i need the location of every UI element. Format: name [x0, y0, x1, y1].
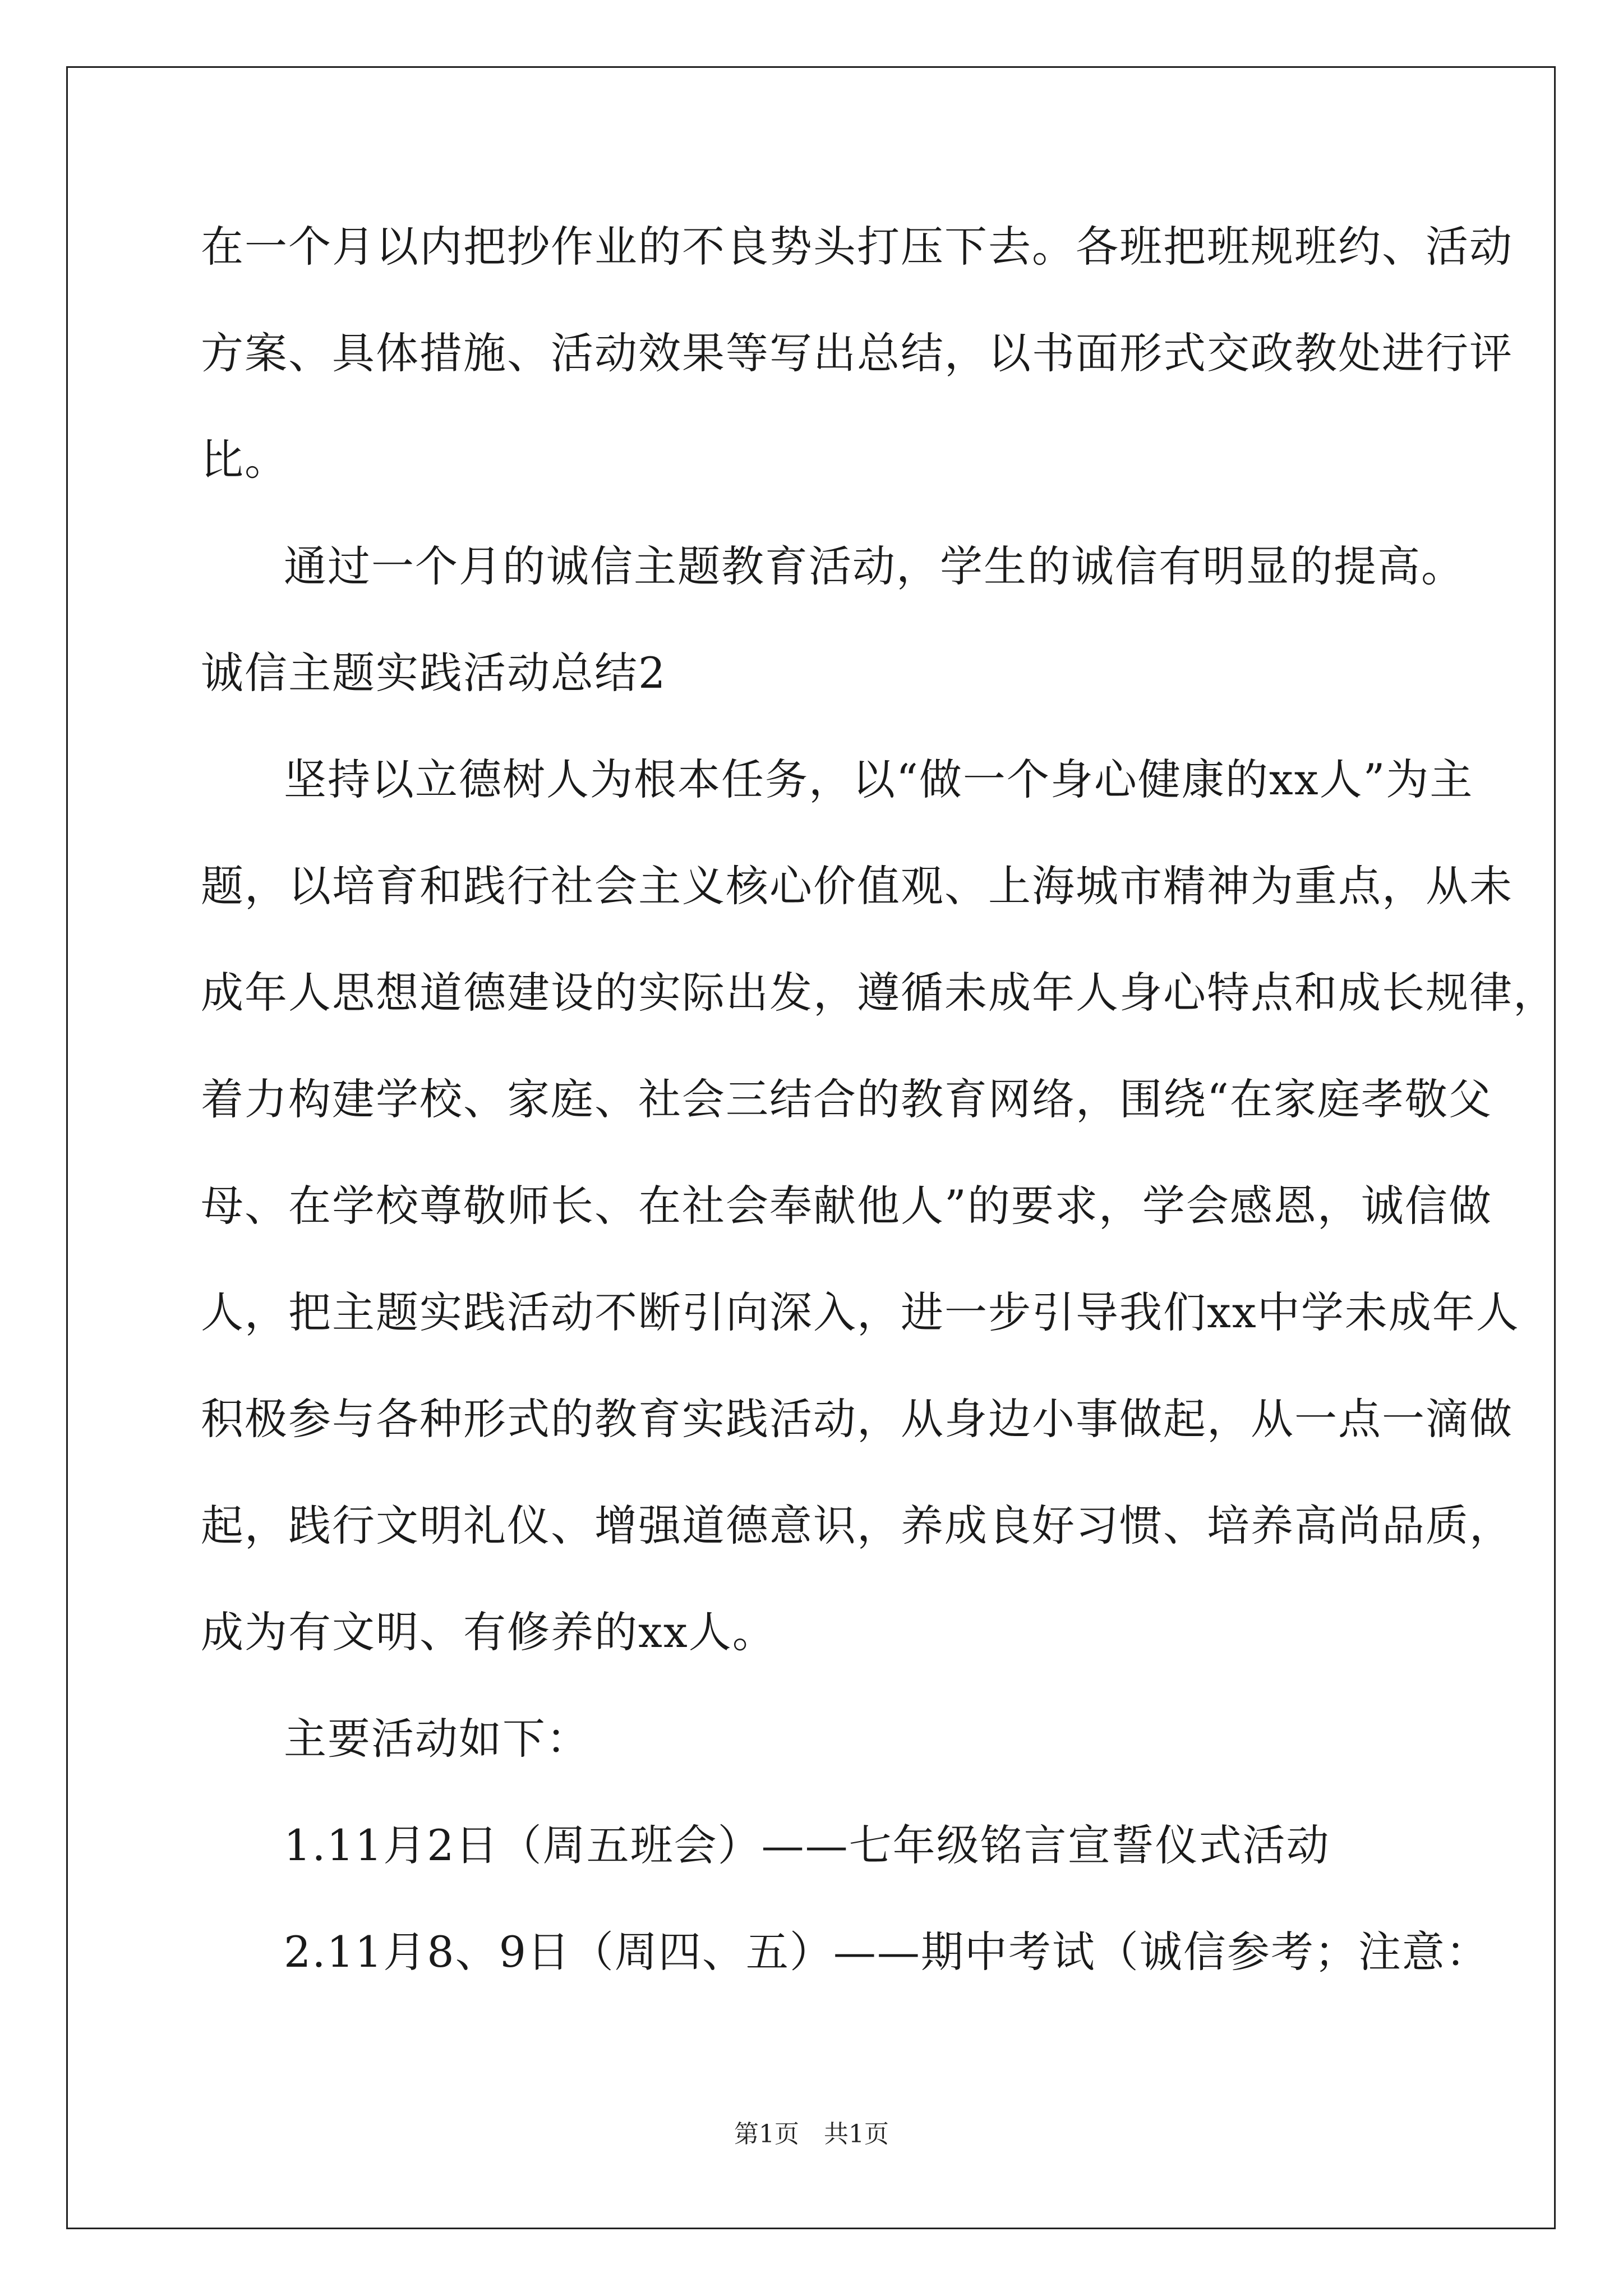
text-line: 起，践行文明礼仪、增强道德意识，养成良好习惯、培养高尚品质，	[201, 1501, 1513, 1550]
text-line: 人，把主题实践活动不断引向深入，进一步引导我们xx中学未成年人	[201, 1287, 1520, 1337]
text-line: 积极参与各种形式的教育实践活动，从身边小事做起，从一点一滴做	[201, 1394, 1513, 1444]
text-line: 在一个月以内把抄作业的不良势头打压下去。各班把班规班约、活动	[201, 222, 1513, 272]
text-line: 比。	[201, 435, 288, 485]
text-line: 母、在学校尊敬师长、在社会奉献他人”的要求，学会感恩，诚信做	[201, 1181, 1492, 1231]
text-line: 成年人思想道德建设的实际出发，遵循未成年人身心特点和成长规律，	[201, 968, 1557, 1018]
section-heading: 诚信主题实践活动总结2	[201, 648, 667, 698]
page-border	[66, 66, 1556, 2229]
text-line: 题，以培育和践行社会主义核心价值观、上海城市精神为重点，从未	[201, 861, 1513, 911]
list-item: 2.11月8、9日（周四、五）——期中考试（诚信参考；注意：	[284, 1927, 1490, 1977]
list-item: 1.11月2日（周五班会）——七年级铭言宣誓仪式活动	[284, 1820, 1330, 1870]
paragraph-line: 坚持以立德树人为根本任务，以“做一个身心健康的xx人”为主	[284, 754, 1474, 804]
text-line: 方案、具体措施、活动效果等写出总结，以书面形式交政教处进行评	[201, 328, 1513, 378]
text-line: 着力构建学校、家庭、社会三结合的教育网络，围绕“在家庭孝敬父	[201, 1074, 1492, 1124]
paragraph-line: 主要活动如下：	[284, 1714, 590, 1764]
paragraph-line: 通过一个月的诚信主题教育活动，学生的诚信有明显的提高。	[284, 541, 1465, 591]
page-number-footer: 第1页 共1页	[734, 2120, 889, 2148]
text-line: 成为有文明、有修养的xx人。	[201, 1607, 776, 1657]
